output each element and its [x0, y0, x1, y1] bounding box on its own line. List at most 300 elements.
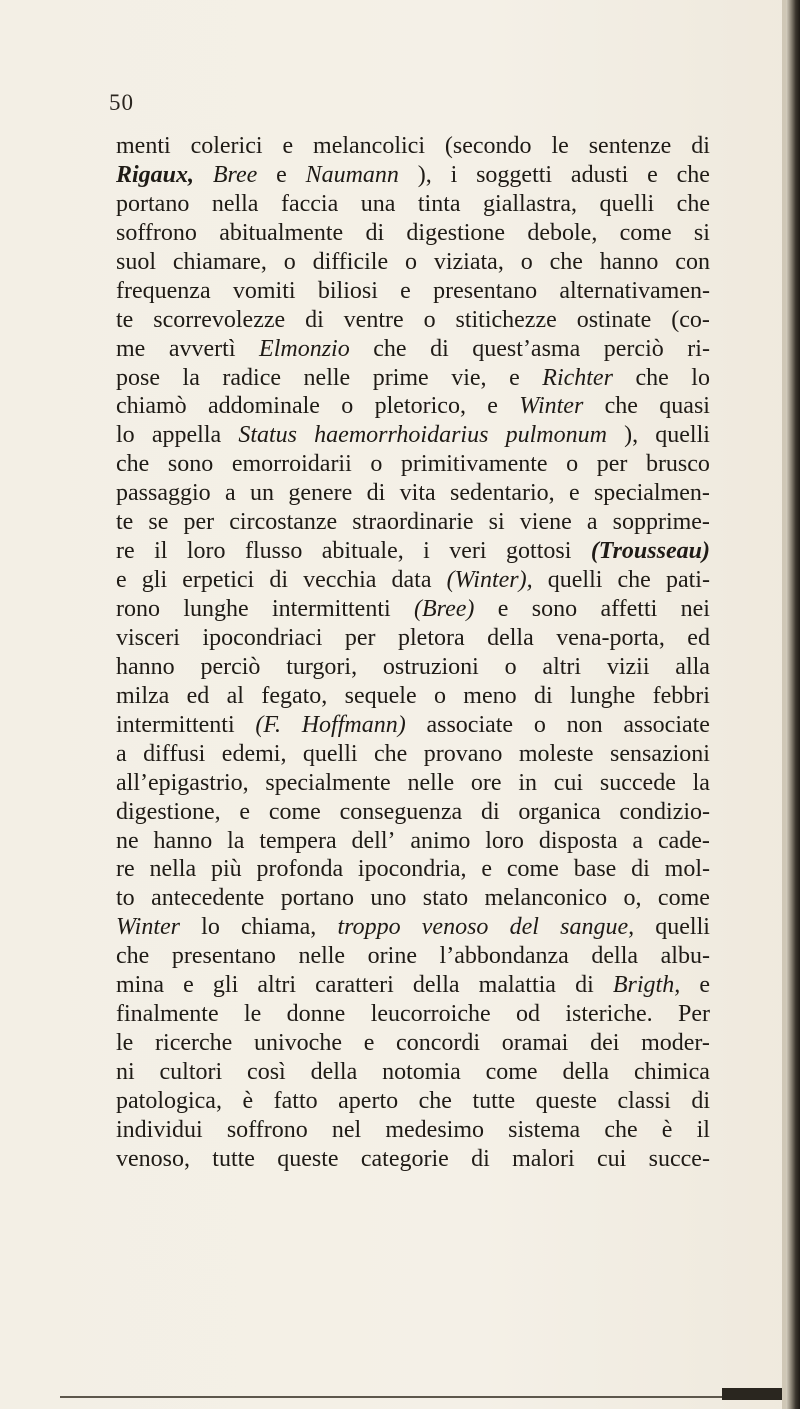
word: che: [676, 190, 710, 217]
word: lunghe: [569, 682, 636, 709]
word: caratteri: [315, 972, 394, 999]
word: ed: [687, 624, 710, 651]
bottom-edge-mark: [722, 1388, 782, 1400]
text-line: [116, 479, 710, 508]
word: scorrevolezze: [153, 306, 286, 333]
word: rono: [116, 596, 160, 622]
word: di: [305, 306, 324, 333]
word: nel: [331, 1116, 362, 1143]
word: nella: [211, 190, 259, 217]
word: tinta: [417, 190, 461, 217]
word: febbri: [652, 682, 710, 709]
text-line: [116, 595, 710, 624]
word: e: [509, 364, 520, 391]
word: e: [276, 161, 287, 188]
word: loro: [485, 827, 524, 854]
word: ore: [470, 769, 502, 796]
word: o: [341, 393, 354, 420]
word: colerici: [190, 133, 263, 159]
word: della: [310, 1059, 358, 1085]
word: la: [182, 364, 200, 391]
word: all’epigastrio,: [116, 769, 249, 796]
text-line: [116, 248, 710, 277]
word: di: [691, 133, 710, 159]
word: presentano: [433, 277, 538, 304]
word: queste: [277, 1145, 339, 1172]
word: sensazioni: [609, 740, 710, 767]
word: quelli: [302, 740, 358, 767]
word: ipocondria,: [357, 856, 467, 883]
word: i: [423, 538, 430, 565]
word: come: [657, 885, 710, 912]
word: o: [283, 248, 296, 275]
word: venoso,: [116, 1145, 190, 1172]
word: difficile: [312, 248, 389, 275]
word: di: [365, 219, 385, 246]
word: o: [566, 451, 579, 478]
word: altri: [257, 972, 297, 999]
word: Naumann: [305, 161, 399, 188]
text-line: [116, 1116, 710, 1145]
word: flusso: [244, 538, 303, 565]
word: lo: [691, 364, 710, 391]
word: un: [250, 480, 274, 507]
text-line: [116, 364, 710, 393]
word: le: [551, 133, 569, 159]
word: specialmente: [265, 769, 391, 796]
word: di: [631, 856, 650, 883]
word: (F.: [255, 711, 281, 738]
word: e: [699, 972, 710, 999]
word: biliosi: [317, 277, 378, 304]
word: o: [370, 451, 383, 478]
word: pose: [116, 364, 160, 391]
word: di: [533, 682, 553, 709]
word: ne: [116, 827, 139, 854]
text-line: [116, 421, 710, 450]
word: milza: [116, 682, 170, 709]
text-line: [116, 190, 710, 219]
word: tutte: [472, 1087, 516, 1114]
word: organica: [518, 798, 601, 825]
text-line: [116, 1145, 710, 1174]
word: haemorrhoidarius: [314, 422, 489, 449]
word: edemi,: [221, 740, 287, 767]
word: me: [116, 335, 146, 362]
word: categorie: [360, 1145, 449, 1172]
word: e: [647, 161, 658, 188]
word: di: [269, 567, 288, 594]
word: i: [450, 161, 458, 188]
word: di: [430, 335, 449, 362]
word: e: [487, 393, 498, 420]
word: circostanze: [229, 509, 338, 536]
word: isteriche.: [565, 1001, 653, 1028]
word: ventre: [343, 306, 404, 333]
word: hanno: [116, 653, 175, 680]
word: notomia: [382, 1059, 461, 1085]
word: animo: [410, 827, 471, 854]
word: gottosi: [506, 538, 572, 565]
text-line: [116, 508, 710, 537]
word: base: [573, 856, 617, 883]
word: to: [116, 885, 135, 912]
word: pulmonum: [505, 422, 607, 449]
word: patologica,: [116, 1087, 222, 1114]
word: lunghe: [183, 596, 249, 622]
word: della: [487, 624, 534, 651]
word: nei: [680, 596, 710, 622]
word: (secondo: [444, 133, 532, 159]
word: mina: [116, 972, 164, 999]
word: ri-: [687, 335, 710, 362]
word: queste: [535, 1087, 597, 1114]
word: Brigth,: [612, 972, 681, 999]
word: (Trousseau): [590, 538, 710, 565]
word: tutte: [212, 1145, 255, 1172]
word: chiamare,: [172, 248, 267, 275]
word: portano: [116, 190, 190, 217]
word: il: [154, 538, 168, 565]
word: come: [485, 1059, 538, 1085]
word: vie,: [451, 364, 487, 391]
word: ),: [417, 161, 432, 188]
word: per: [183, 509, 215, 536]
word: altri: [542, 653, 582, 680]
word: specialmen-: [593, 480, 710, 507]
word: faccia: [280, 190, 339, 217]
word: albu-: [660, 943, 710, 970]
text-line: [116, 537, 710, 566]
word: re: [116, 538, 135, 565]
word: chimica: [633, 1059, 710, 1085]
word: te: [116, 509, 134, 536]
word: dell’: [351, 827, 396, 854]
word: a: [225, 480, 236, 507]
word: radice: [222, 364, 282, 391]
word: del: [509, 914, 539, 941]
word: le: [116, 1030, 134, 1057]
word: più: [210, 856, 242, 883]
word: che: [604, 393, 638, 420]
word: menti: [116, 133, 171, 159]
word: finalmente: [116, 1001, 219, 1028]
word: quelli: [655, 914, 710, 941]
word: la: [692, 769, 710, 796]
word: che: [635, 364, 669, 391]
word: viene: [519, 509, 572, 536]
word: univoche: [254, 1030, 342, 1057]
word: cultori: [159, 1059, 223, 1085]
word: o,: [623, 885, 642, 912]
word: stato: [422, 885, 469, 912]
word: lo: [116, 422, 135, 449]
word: che: [373, 335, 407, 362]
word: sangue,: [560, 914, 635, 941]
word: della: [562, 1059, 610, 1085]
word: è: [242, 1087, 254, 1114]
text-line: [116, 161, 710, 190]
word: gli: [212, 972, 239, 999]
word: gli: [141, 567, 168, 594]
word: pletora: [398, 624, 465, 651]
word: hanno: [599, 248, 659, 275]
word: veri: [449, 538, 487, 565]
word: re: [116, 856, 135, 883]
word: che: [116, 943, 150, 970]
word: addominale: [207, 393, 320, 420]
word: orine: [367, 943, 417, 970]
word: loro: [186, 538, 226, 565]
word: associate: [426, 711, 514, 738]
word: chiama,: [241, 914, 317, 941]
word: ni: [116, 1059, 135, 1085]
text-line: [116, 827, 710, 856]
word: Bree: [212, 161, 258, 188]
word: di: [480, 798, 500, 825]
word: aperto: [338, 1087, 399, 1114]
word: che: [604, 1116, 638, 1143]
word: debole,: [527, 219, 598, 246]
word: conseguenza: [339, 798, 463, 825]
word: visceri: [116, 624, 180, 651]
word: digestione,: [116, 798, 221, 825]
word: in: [518, 769, 537, 796]
word: od: [515, 1001, 540, 1028]
word: classi: [617, 1087, 671, 1114]
word: ),: [624, 422, 639, 449]
word: non: [566, 711, 603, 738]
word: meno: [463, 682, 517, 709]
word: quelli: [655, 422, 710, 449]
word: vecchia: [303, 567, 377, 594]
word: affetti: [600, 596, 658, 622]
word: Status: [238, 422, 297, 449]
text-line: [116, 1000, 710, 1029]
word: e: [568, 480, 580, 507]
word: si: [693, 219, 710, 246]
word: una: [360, 190, 396, 217]
word: giallastra,: [483, 190, 578, 217]
text-line: [116, 1087, 710, 1116]
word: associate: [623, 711, 710, 738]
word: stitichezze: [455, 306, 557, 333]
word: intermittenti: [272, 596, 391, 622]
word: che: [549, 248, 583, 275]
body-text: [116, 132, 710, 1174]
word: vita: [399, 480, 436, 507]
word: se: [148, 509, 169, 536]
word: prime: [372, 364, 429, 391]
word: Hoffmann): [301, 711, 406, 738]
word: presentano: [171, 943, 276, 970]
text-line: [116, 306, 710, 335]
word: Rigaux,: [116, 161, 195, 188]
word: soffrono: [226, 1116, 308, 1143]
word: soggetti: [476, 161, 553, 188]
word: e: [400, 277, 411, 304]
text-line: [116, 798, 710, 827]
word: perciò: [200, 653, 261, 680]
word: abituale,: [321, 538, 404, 565]
word: nella: [149, 856, 197, 883]
word: sopprime-: [612, 509, 710, 536]
word: Richter: [542, 364, 613, 391]
word: uno: [370, 885, 407, 912]
word: di: [691, 1087, 710, 1114]
word: Winter: [116, 914, 180, 941]
word: nelle: [303, 364, 351, 391]
word: a: [116, 740, 127, 767]
word: concordi: [396, 1030, 481, 1057]
word: data: [391, 567, 432, 594]
text-line: [116, 769, 710, 798]
word: si: [488, 509, 505, 536]
word: di: [366, 480, 386, 507]
word: oramai: [501, 1030, 569, 1057]
page-edge: [786, 0, 800, 1409]
word: che: [116, 451, 150, 478]
word: ricerche: [155, 1030, 233, 1057]
word: portano: [280, 885, 355, 912]
word: che: [418, 1087, 452, 1114]
word: nelle: [298, 943, 346, 970]
page-number: 50: [109, 90, 134, 115]
word: adusti: [570, 161, 629, 188]
word: quelli: [599, 190, 655, 217]
word: o: [520, 248, 533, 275]
word: melanconico: [484, 885, 608, 912]
word: genere: [288, 480, 353, 507]
word: cade-: [657, 827, 710, 854]
word: provano: [423, 740, 503, 767]
word: perciò: [603, 335, 664, 362]
word: e: [497, 596, 509, 622]
word: abitualmente: [219, 219, 344, 246]
word: e: [363, 1030, 375, 1057]
word: succede: [599, 769, 676, 796]
word: individui: [116, 1116, 203, 1143]
word: turgori,: [286, 653, 358, 680]
word: venoso: [421, 914, 489, 941]
word: nelle: [407, 769, 455, 796]
text-line: [116, 942, 710, 971]
word: donne: [286, 1001, 346, 1028]
word: hanno: [153, 827, 213, 854]
text-line: [116, 855, 710, 884]
word: quasi: [659, 393, 710, 420]
word: straordinarie: [352, 509, 474, 536]
text-line: [116, 132, 710, 161]
word: quelli: [547, 567, 603, 594]
text-line: [116, 653, 710, 682]
word: alternativamen-: [559, 277, 710, 304]
word: o: [533, 711, 546, 738]
word: e: [183, 972, 194, 999]
word: profonda: [256, 856, 344, 883]
word: troppo: [337, 914, 401, 941]
word: quest’asma: [472, 335, 581, 362]
word: frequenza: [116, 277, 211, 304]
word: vomiti: [232, 277, 296, 304]
bottom-rule: [60, 1396, 782, 1398]
word: o: [423, 306, 436, 333]
word: lo: [201, 914, 220, 941]
word: fatto: [273, 1087, 318, 1114]
word: alla: [675, 653, 710, 680]
word: sedentario,: [450, 480, 555, 507]
word: o: [504, 653, 517, 680]
text-line: [116, 1029, 710, 1058]
text-line: [116, 682, 710, 711]
word: malattia: [478, 972, 556, 999]
word: disposta: [538, 827, 618, 854]
word: la: [227, 827, 245, 854]
text-line: [116, 913, 710, 942]
word: che: [374, 740, 408, 767]
text-line: [116, 392, 710, 421]
word: della: [591, 943, 639, 970]
word: il: [696, 1116, 710, 1143]
word: le: [243, 1001, 262, 1028]
word: (Bree): [414, 596, 475, 622]
word: chiamò: [116, 393, 187, 420]
word: moleste: [518, 740, 594, 767]
word: passaggio: [116, 480, 211, 507]
word: di: [575, 972, 594, 999]
word: vena-porta,: [556, 624, 665, 651]
word: che: [617, 567, 651, 594]
word: sono: [167, 451, 214, 478]
word: con: [675, 248, 710, 275]
word: digestione: [406, 219, 506, 246]
word: così: [247, 1059, 286, 1085]
word: è: [661, 1116, 673, 1143]
word: ostinate: [576, 306, 652, 333]
word: come: [506, 856, 559, 883]
word: sequele: [344, 682, 417, 709]
word: moder-: [641, 1030, 710, 1057]
word: cui: [597, 1145, 627, 1172]
word: Winter: [519, 393, 584, 420]
word: della: [412, 972, 460, 999]
word: per: [344, 624, 376, 651]
word: dei: [590, 1030, 620, 1057]
text-line: [116, 566, 710, 595]
word: tempera: [259, 827, 337, 854]
word: ostruzioni: [382, 653, 479, 680]
word: soffrono: [116, 219, 197, 246]
word: antecedente: [151, 885, 265, 912]
word: erpetici: [182, 567, 255, 594]
word: Per: [678, 1001, 710, 1028]
word: leucorroiche: [370, 1001, 491, 1028]
word: e: [282, 133, 294, 159]
word: intermittenti: [116, 711, 235, 738]
word: vizii: [606, 653, 650, 680]
word: a: [632, 827, 644, 854]
word: mol-: [664, 856, 710, 883]
word: per: [596, 451, 628, 478]
text-line: [116, 335, 710, 364]
word: pletorico,: [374, 393, 466, 420]
text-line: [116, 711, 710, 740]
word: (Winter),: [446, 567, 533, 594]
word: te: [116, 306, 134, 333]
text-line: [116, 971, 710, 1000]
word: sono: [531, 596, 578, 622]
word: cui: [553, 769, 584, 796]
